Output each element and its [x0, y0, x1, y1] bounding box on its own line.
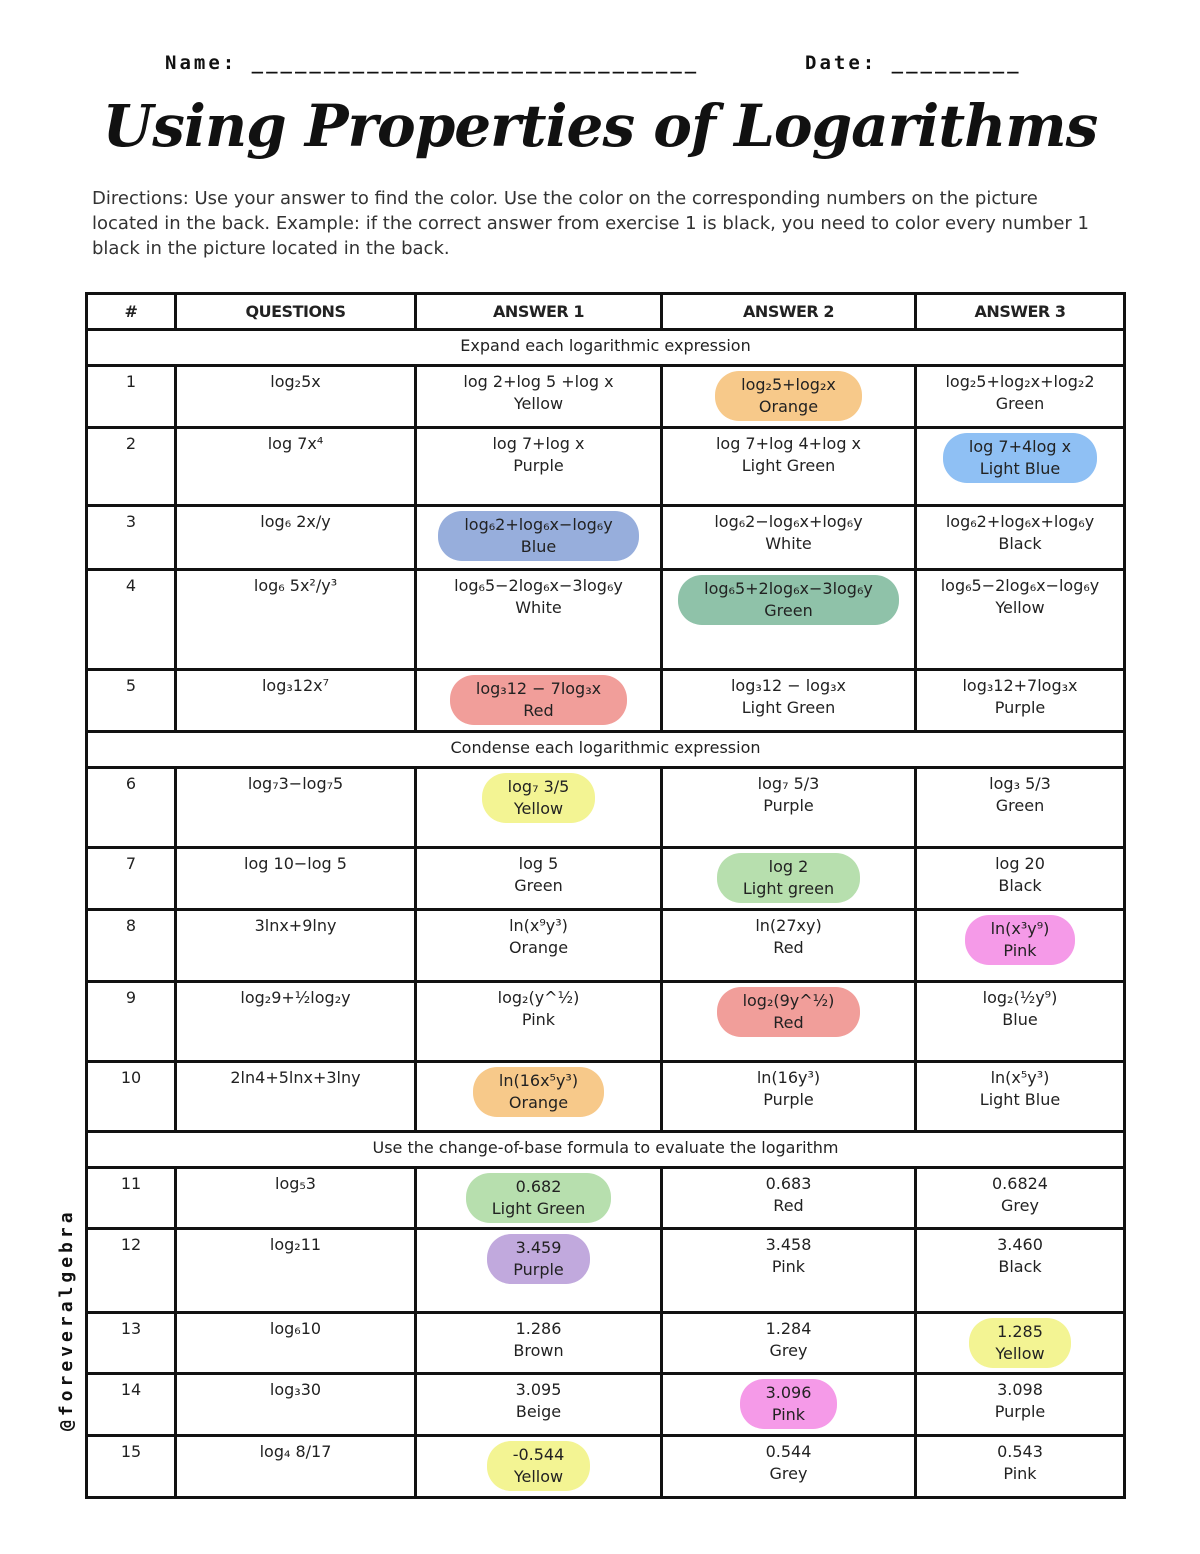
answer-content	[454, 575, 623, 619]
answer-content	[492, 433, 584, 477]
answer-expression: log 7+log 4+log x	[715, 434, 862, 453]
answer-expression: log₇ 5/3	[757, 774, 820, 793]
answer-cell-3	[916, 848, 1125, 910]
highlighted-answer	[740, 1379, 838, 1429]
answer-cell-2	[662, 848, 916, 910]
table-row	[87, 768, 1125, 848]
answer-color-name: Purple	[763, 1090, 814, 1109]
row-number: 4	[87, 570, 176, 670]
answer-expression: log 20	[995, 854, 1045, 873]
column-header-answer-1: ANSWER 1	[416, 294, 662, 330]
answer-content	[941, 575, 1100, 619]
answer-color-name: Green	[995, 394, 1045, 413]
answer-cell-3	[916, 1436, 1125, 1498]
section-row	[87, 330, 1125, 366]
answer-content	[766, 1318, 812, 1362]
answer-expression: 1.285	[997, 1322, 1043, 1341]
answer-color-name: Yellow	[995, 1344, 1045, 1363]
answer-content	[946, 511, 1094, 555]
row-number: 10	[87, 1062, 176, 1132]
answer-color-name: Light Green	[741, 698, 836, 717]
answer-cell-1	[416, 1313, 662, 1374]
answer-cell-3	[916, 910, 1125, 982]
answer-content	[463, 371, 613, 415]
highlighted-answer	[473, 1067, 604, 1117]
table-header-row	[87, 294, 1125, 330]
answer-color-name: Pink	[521, 1010, 556, 1029]
question-cell: 2ln4+5lnx+3lny	[176, 1062, 416, 1132]
answer-cell-1	[416, 428, 662, 506]
answer-color-name: Green	[995, 796, 1045, 815]
answer-cell-2	[662, 366, 916, 428]
answer-expression: 0.682	[515, 1177, 562, 1196]
answer-cell-2	[662, 670, 916, 732]
answer-cell-2	[662, 1436, 916, 1498]
answer-expression: log₃12 − 7log₃x	[475, 679, 602, 698]
highlighted-answer	[438, 511, 638, 561]
highlighted-answer	[717, 987, 861, 1037]
answer-cell-2	[662, 1168, 916, 1229]
answer-expression: log₂(y^½)	[497, 988, 580, 1007]
answer-expression: -0.544	[512, 1445, 565, 1464]
answer-cell-1	[416, 848, 662, 910]
answer-expression: log₆5−2log₆x−log₆y	[940, 576, 1100, 595]
answer-color-name: Red	[773, 1013, 804, 1032]
answer-content	[516, 1379, 562, 1423]
row-number: 8	[87, 910, 176, 982]
answer-color-name: Red	[523, 701, 554, 720]
row-number: 1	[87, 366, 176, 428]
answer-expression: ln(16x⁵y³)	[498, 1071, 579, 1090]
answer-color-name: Blue	[520, 537, 557, 556]
answer-color-name: Red	[773, 938, 804, 957]
answer-expression: ln(x³y⁹)	[990, 919, 1050, 938]
question-cell: log₃30	[176, 1374, 416, 1436]
answer-content	[983, 987, 1058, 1031]
question-cell: log₅3	[176, 1168, 416, 1229]
table-row	[87, 366, 1125, 428]
row-number: 3	[87, 506, 176, 570]
answer-cell-2	[662, 910, 916, 982]
answer-cell-3	[916, 670, 1125, 732]
answer-cell-1	[416, 670, 662, 732]
answer-cell-1	[416, 1374, 662, 1436]
answer-content	[758, 773, 820, 817]
answer-expression: 3.098	[997, 1380, 1043, 1399]
highlighted-answer	[965, 915, 1076, 965]
answer-expression: ln(16y³)	[756, 1068, 821, 1087]
question-cell: log₂9+½log₂y	[176, 982, 416, 1062]
row-number: 7	[87, 848, 176, 910]
answer-content	[509, 915, 568, 959]
answer-expression: 1.286	[515, 1319, 562, 1338]
answer-cell-3	[916, 1374, 1125, 1436]
section-row	[87, 1132, 1125, 1168]
column-header-questions: QUESTIONS	[176, 294, 416, 330]
answer-expression: log 7+log x	[492, 434, 585, 453]
answer-content	[766, 1234, 812, 1278]
highlighted-answer	[487, 1234, 590, 1284]
answer-color-name: Grey	[1001, 1196, 1039, 1215]
table-row	[87, 506, 1125, 570]
answer-content	[716, 433, 861, 477]
answer-content	[766, 1441, 812, 1485]
answer-expression: 3.459	[515, 1238, 562, 1257]
question-cell: 3lnx+9lny	[176, 910, 416, 982]
table-row	[87, 910, 1125, 982]
answer-cell-3	[916, 506, 1125, 570]
question-cell: log₆ 5x²/y³	[176, 570, 416, 670]
answer-expression: 3.095	[515, 1380, 562, 1399]
highlighted-answer	[715, 371, 862, 421]
answer-expression: log₂5+log₂x+log₂2	[945, 372, 1095, 391]
answer-content	[980, 1067, 1060, 1111]
table-row	[87, 1229, 1125, 1313]
answer-expression: log₂5+log₂x	[741, 375, 836, 394]
answer-cell-3	[916, 428, 1125, 506]
row-number: 2	[87, 428, 176, 506]
question-cell: log₂11	[176, 1229, 416, 1313]
answer-cell-3	[916, 366, 1125, 428]
row-number: 12	[87, 1229, 176, 1313]
answer-expression: log₃12+7log₃x	[962, 676, 1078, 695]
answer-color-name: Light Blue	[979, 1090, 1061, 1109]
answer-content	[714, 511, 862, 555]
answer-content	[514, 853, 562, 897]
answer-cell-2	[662, 1062, 916, 1132]
question-cell: log₃12x⁷	[176, 670, 416, 732]
answer-cell-3	[916, 1168, 1125, 1229]
answer-color-name: Grey	[769, 1464, 808, 1483]
answer-cell-3	[916, 1313, 1125, 1374]
answer-cell-3	[916, 768, 1125, 848]
answer-expression: 3.458	[765, 1235, 812, 1254]
answer-color-name: Orange	[508, 938, 569, 957]
table-row	[87, 1374, 1125, 1436]
answer-color-name: Green	[514, 876, 563, 895]
answer-color-name: Brown	[513, 1341, 564, 1360]
answer-color-name: White	[515, 598, 562, 617]
answer-expression: log 7+4log x	[968, 437, 1072, 456]
row-number: 11	[87, 1168, 176, 1229]
answer-cell-1	[416, 1436, 662, 1498]
answer-color-name: Pink	[1003, 941, 1037, 960]
answer-expression: log 5	[518, 854, 559, 873]
author-watermark: @foreveralgebra	[56, 1208, 77, 1432]
answer-content	[731, 675, 846, 719]
answer-content	[995, 1379, 1046, 1423]
answer-cell-1	[416, 982, 662, 1062]
answer-expression: 0.683	[765, 1174, 812, 1193]
answer-color-name: Light Green	[741, 456, 836, 475]
question-cell: log₂5x	[176, 366, 416, 428]
answer-expression: 3.096	[765, 1383, 812, 1402]
answer-content	[757, 1067, 820, 1111]
answer-cell-2	[662, 1313, 916, 1374]
highlighted-answer	[678, 575, 899, 625]
answer-content	[989, 773, 1051, 817]
answer-cell-2	[662, 1229, 916, 1313]
answer-cell-3	[916, 1062, 1125, 1132]
answer-expression: 3.460	[997, 1235, 1043, 1254]
table-row	[87, 428, 1125, 506]
question-cell: log₆ 2x/y	[176, 506, 416, 570]
answer-expression: log₆2+log₆x−log₆y	[464, 515, 613, 534]
answer-color-name: Orange	[508, 1093, 569, 1112]
answer-cell-2	[662, 506, 916, 570]
answer-cell-2	[662, 428, 916, 506]
answer-cell-3	[916, 982, 1125, 1062]
table-row	[87, 570, 1125, 670]
answer-color-name: Light green	[742, 879, 835, 898]
table-row	[87, 670, 1125, 732]
answer-content	[995, 853, 1045, 897]
answer-expression: log₆5−2log₆x−3log₆y	[454, 576, 623, 595]
highlighted-answer	[466, 1173, 611, 1223]
section-title: Condense each logarithmic expression	[87, 732, 1125, 768]
answer-expression: 0.544	[765, 1442, 812, 1461]
answer-cell-1	[416, 768, 662, 848]
answer-color-name: Light Blue	[979, 459, 1061, 478]
table-row	[87, 1168, 1125, 1229]
highlighted-answer	[450, 675, 627, 725]
answer-content	[766, 1173, 812, 1217]
answer-color-name: Orange	[758, 397, 819, 416]
answer-color-name: Yellow	[995, 598, 1045, 617]
row-number: 15	[87, 1436, 176, 1498]
table-row	[87, 1436, 1125, 1498]
question-cell: log 10−log 5	[176, 848, 416, 910]
answer-color-name: Pink	[771, 1257, 806, 1276]
answer-color-name: Black	[998, 534, 1042, 553]
answer-expression: log₃ 5/3	[989, 774, 1051, 793]
answer-color-name: Beige	[515, 1402, 562, 1421]
table-row	[87, 982, 1125, 1062]
answer-color-name: Blue	[1002, 1010, 1038, 1029]
answer-expression: ln(27xy)	[755, 916, 822, 935]
row-number: 9	[87, 982, 176, 1062]
question-cell: log 7x⁴	[176, 428, 416, 506]
answer-color-name: Grey	[769, 1341, 808, 1360]
answer-expression: 1.284	[765, 1319, 812, 1338]
answer-expression: log₆5+2log₆x−3log₆y	[704, 579, 873, 598]
answer-expression: ln(x⁹y³)	[509, 916, 568, 935]
answer-color-name: White	[765, 534, 812, 553]
answer-cell-1	[416, 910, 662, 982]
column-header-answer-2: ANSWER 2	[662, 294, 916, 330]
answer-cell-3	[916, 1229, 1125, 1313]
row-number: 14	[87, 1374, 176, 1436]
question-cell: log₇3−log₇5	[176, 768, 416, 848]
date-field-label: Date: _________	[805, 52, 1022, 74]
answer-cell-1	[416, 1229, 662, 1313]
answer-color-name: Pink	[771, 1405, 806, 1424]
highlighted-answer	[487, 1441, 591, 1491]
answer-expression: log₆2−log₆x+log₆y	[714, 512, 863, 531]
row-number: 6	[87, 768, 176, 848]
directions-text: Directions: Use your answer to find the color. Use the color on the corresponding numbers on the picture located in the back. Example: if the correct answer from exercise 1 is black, you need to color every number 1 black in the picture located in the back.	[92, 188, 1089, 259]
highlighted-answer	[969, 1318, 1070, 1368]
answer-cell-1	[416, 366, 662, 428]
answer-content	[962, 675, 1077, 719]
answer-content	[755, 915, 821, 959]
answer-table	[85, 292, 1126, 1499]
answer-expression: log₂(9y^½)	[742, 991, 835, 1010]
highlighted-answer	[943, 433, 1097, 483]
table-body	[87, 330, 1125, 1498]
answer-expression: log 2+log 5 +log x	[463, 372, 614, 391]
answer-cell-2	[662, 982, 916, 1062]
section-title: Use the change-of-base formula to evaluate the logarithm	[87, 1132, 1125, 1168]
answer-content	[992, 1173, 1048, 1217]
answer-cell-2	[662, 768, 916, 848]
answer-content	[498, 987, 580, 1031]
answer-content	[513, 1318, 563, 1362]
row-number: 5	[87, 670, 176, 732]
answer-color-name: Red	[773, 1196, 804, 1215]
answer-color-name: Purple	[994, 698, 1046, 717]
section-title: Expand each logarithmic expression	[87, 330, 1125, 366]
row-number: 13	[87, 1313, 176, 1374]
answer-color-name: Purple	[994, 1402, 1046, 1421]
table-row	[87, 848, 1125, 910]
answer-content	[997, 1441, 1043, 1485]
answer-color-name: Purple	[513, 1260, 564, 1279]
table-row	[87, 1062, 1125, 1132]
answer-color-name: Purple	[513, 456, 564, 475]
answer-content	[945, 371, 1094, 415]
answer-expression: log 2	[768, 857, 809, 876]
answer-color-name: Light Green	[491, 1199, 586, 1218]
answer-color-name: Purple	[763, 796, 814, 815]
answer-expression: log₇ 3/5	[507, 777, 570, 796]
question-cell: log₄ 8/17	[176, 1436, 416, 1498]
answer-cell-1	[416, 570, 662, 670]
question-cell: log₆10	[176, 1313, 416, 1374]
column-header-number: #	[87, 294, 176, 330]
table-row	[87, 1313, 1125, 1374]
answer-color-name: Black	[998, 876, 1042, 895]
answer-expression: log₃12 − log₃x	[730, 676, 846, 695]
answer-cell-1	[416, 506, 662, 570]
answer-cell-1	[416, 1168, 662, 1229]
answer-color-name: Black	[998, 1257, 1042, 1276]
name-field-label: Name: _______________________________	[165, 52, 700, 74]
answer-cell-2	[662, 1374, 916, 1436]
worksheet-title: Using Properties of Logarithms	[102, 92, 1098, 160]
answer-expression: 0.6824	[992, 1174, 1048, 1193]
header	[165, 52, 1045, 82]
section-row	[87, 732, 1125, 768]
answer-color-name: Yellow	[513, 1467, 564, 1486]
answer-color-name: Green	[764, 601, 813, 620]
highlighted-answer	[717, 853, 860, 903]
column-header-answer-3: ANSWER 3	[916, 294, 1125, 330]
answer-color-name: Yellow	[513, 394, 564, 413]
answer-cell-3	[916, 570, 1125, 670]
answer-expression: log₆2+log₆x+log₆y	[945, 512, 1095, 531]
answer-content	[997, 1234, 1043, 1278]
answer-cell-1	[416, 1062, 662, 1132]
answer-expression: 0.543	[997, 1442, 1043, 1461]
answer-cell-2	[662, 570, 916, 670]
answer-color-name: Yellow	[513, 799, 564, 818]
answer-expression: ln(x⁵y³)	[990, 1068, 1050, 1087]
highlighted-answer	[482, 773, 596, 823]
answer-color-name: Pink	[1003, 1464, 1037, 1483]
answer-expression: log₂(½y⁹)	[982, 988, 1058, 1007]
